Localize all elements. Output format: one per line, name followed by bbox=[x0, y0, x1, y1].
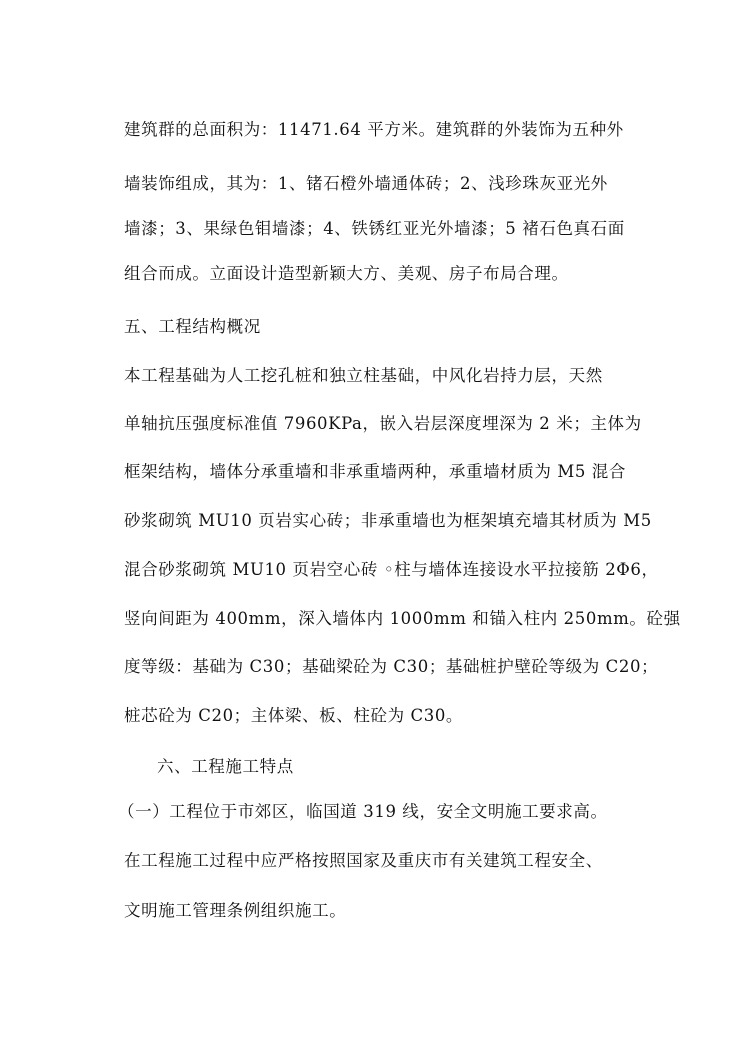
paragraph-line: 墙装饰组成，其为：1、锗石橙外墙通体砖；2、浅珍珠灰亚光外 bbox=[124, 174, 608, 193]
paragraph-line: 本工程基础为人工挖孔桩和独立柱基础，中风化岩持力层，天然 bbox=[124, 366, 603, 385]
paragraph-line: 混合砂浆砌筑 MU10 页岩空心砖 ◦柱与墙体连接设水平拉接筋 2Φ6， bbox=[124, 560, 659, 579]
paragraph-line: 墙漆；3、果绿色钼墙漆；4、铁锈红亚光外墙漆；5 褚石色真石面 bbox=[124, 219, 625, 238]
paragraph-line: 单轴抗压强度标准值 7960KPa，嵌入岩层深度埋深为 2 米；主体为 bbox=[124, 414, 642, 433]
paragraph-line: 在工程施工过程中应严格按照国家及重庆市有关建筑工程安全、 bbox=[124, 851, 603, 870]
paragraph-line: 砂浆砌筑 MU10 页岩实心砖；非承重墙也为框架填充墙其材质为 M5 bbox=[124, 511, 652, 530]
paragraph-line: 建筑群的总面积为：11471.64 平方米。建筑群的外装饰为五种外 bbox=[124, 120, 624, 139]
paragraph-line: 竖向间距为 400mm，深入墙体内 1000mm 和锚入柱内 250mm。砼强 bbox=[124, 609, 681, 628]
section-heading-features: 六、工程施工特点 bbox=[157, 757, 294, 776]
paragraph-line: 组合而成。立面设计造型新颖大方、美观、房子布局合理。 bbox=[124, 264, 569, 283]
paragraph-line: 度等级：基础为 C30；基础梁砼为 C30；基础桩护壁砼等级为 C20； bbox=[124, 657, 659, 676]
paragraph-line: 框架结构，墙体分承重墙和非承重墙两种，承重墙材质为 M5 混合 bbox=[124, 462, 626, 481]
paragraph-line: 桩芯砼为 C20；主体梁、板、柱砼为 C30。 bbox=[124, 706, 464, 725]
section-heading-structure: 五、工程结构概况 bbox=[124, 317, 261, 336]
paragraph-line: （一）工程位于市郊区，临国道 319 线，安全文明施工要求高。 bbox=[118, 802, 608, 821]
paragraph-line: 文明施工管理条例组织施工。 bbox=[124, 901, 347, 920]
